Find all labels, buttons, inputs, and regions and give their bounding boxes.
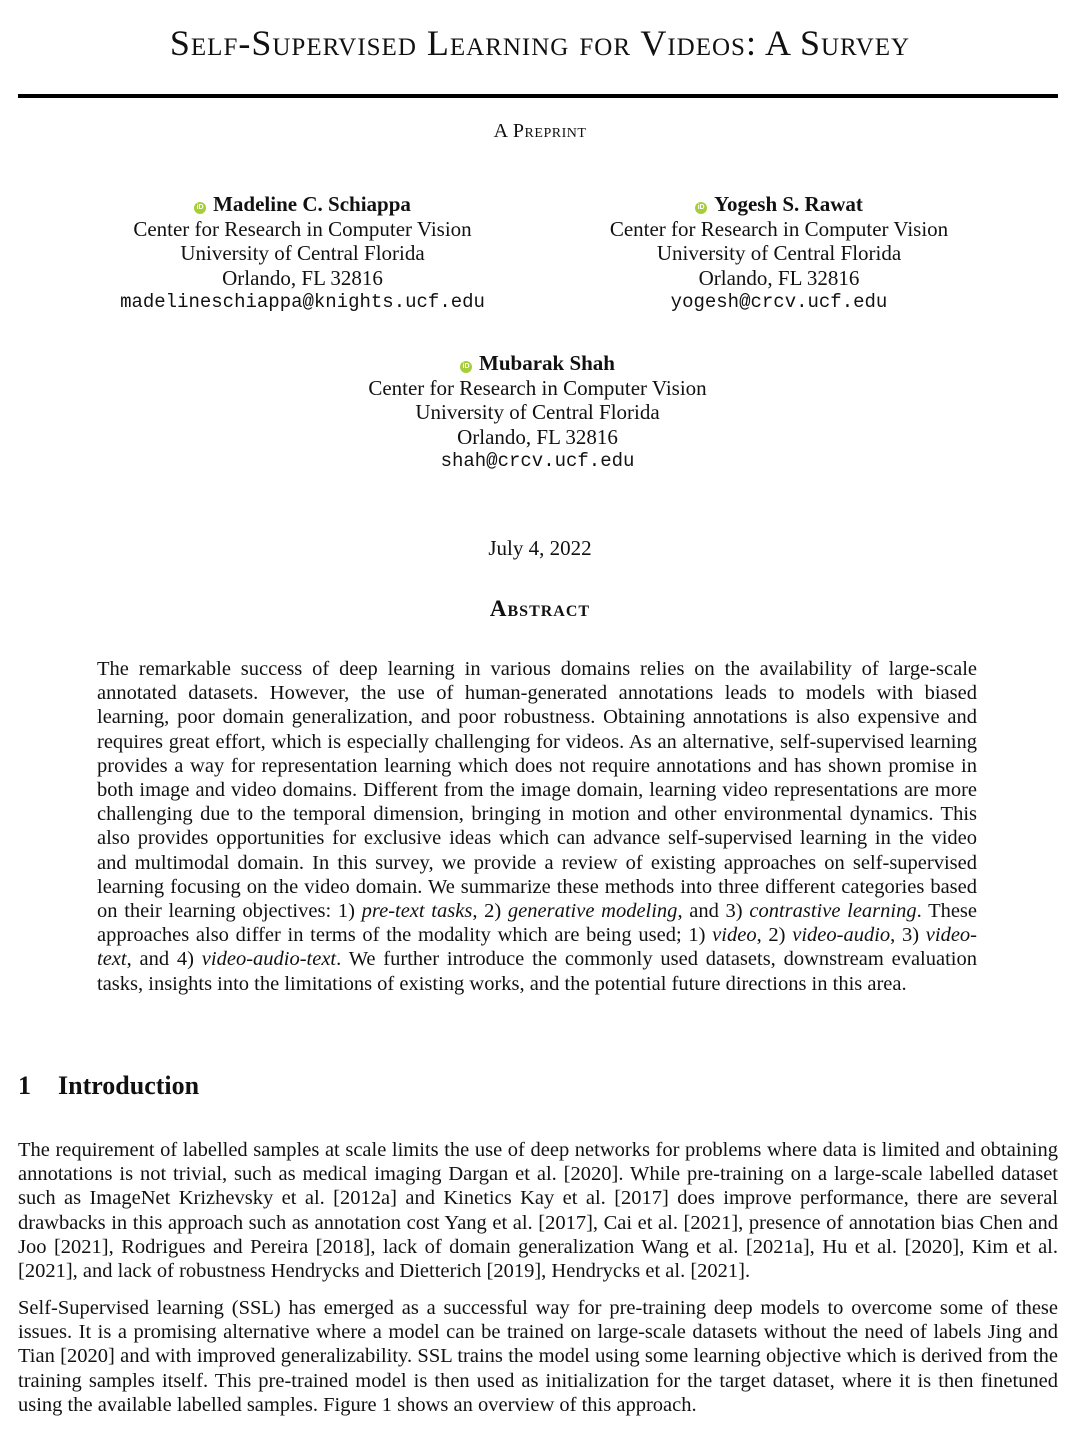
author-university: University of Central Florida xyxy=(180,241,425,265)
author-location: Orlando, FL 32816 xyxy=(698,265,860,290)
author-email[interactable]: madelineschiappa@knights.ucf.edu xyxy=(120,291,485,313)
abstract-text: The remarkable success of deep learning in various domains relies on the availability of large-scale annotated datasets. However, the use of human-generated annotations leads to models with biased learning, poor domain generalization, and poor robustness. Obtaining annotations is also expensive and requires great effort, which is especially challenging for videos. As an alternative, self-supervised learning provides a way for representation learning which does not require annotations and has shown promise in both image and video domains. Different from the image domain, learning video representations are more challenging due to the temporal dimension, bringing in motion and other environmental dynamics. This also provides opportunities for exclusive ideas which can advance self-supervised learning in the video and multimodal domain. In this survey, we provide a review of existing approaches on self-supervised learning focusing on the video domain. We summarize these methods into three different categories based on their learning objectives: 1) pre-text tasks, 2) generative modeling, and 3) contrastive learning. These approaches also differ in terms of the modality which are being used; 1) video, 2) video-audio, 3) video-text, and 4) video-audio-text. We further introduce the commonly used datasets, downstream evaluation tasks, insights into the limitations of existing works, and the potential future directions in this area. xyxy=(97,658,978,995)
author-email[interactable]: yogesh@crcv.ucf.edu xyxy=(670,291,888,313)
emphasis: pre-text tasks xyxy=(361,900,473,923)
author-block xyxy=(60,192,545,315)
author-name-line xyxy=(540,192,1018,217)
preprint-label: A Preprint xyxy=(493,120,587,142)
author-name: Yogesh S. Rawat xyxy=(714,192,863,216)
emphasis: video-audio-text xyxy=(201,948,337,971)
author-name-line xyxy=(60,192,545,217)
author-block xyxy=(540,192,1018,315)
body-paragraph: The requirement of labelled samples at scale limits the use of deep networks for problems where data is limited and obtaining annotations is not trivial, such as medical imaging Dargan et al. [2020]. While pre-training on a large-scale labelled dataset such as ImageNet Krizhevsky et al. [2012a] and Kinetics Kay et al. [2017] does improve performance, there are several drawbacks in this approach such as annotation cost Yang et al. [2017], Cai et al. [2021], presence of annotation bias Chen and Joo [2021], Rodrigues and Pereira [2018], lack of domain generalization Wang et al. [2021a], Hu et al. [2020], Kim et al. [2021], and lack of robustness Hendrycks and Dietterich [2019], Hendrycks et al. [2021]. xyxy=(18,1139,1058,1283)
author-affiliation: Center for Research in Computer Vision xyxy=(368,375,707,400)
author-location: Orlando, FL 32816 xyxy=(457,424,618,449)
section-heading xyxy=(18,1071,199,1101)
emphasis: video-audio xyxy=(792,924,891,947)
author-email[interactable]: shah@crcv.ucf.edu xyxy=(440,450,635,472)
author-location: Orlando, FL 32816 xyxy=(222,265,383,290)
emphasis: contrastive learning xyxy=(749,900,917,923)
emphasis: video-text xyxy=(97,924,978,971)
author-affiliation: Center for Research in Computer Vision xyxy=(133,216,472,241)
author-university: University of Central Florida xyxy=(415,400,660,424)
body-paragraph: Self-Supervised learning (SSL) has emerged as a successful way for pre-training deep models to overcome some of these issues. It is a promising alternative where a model can be trained on large-scale datasets without the need of labels Jing and Tian [2020] and with improved generalizability. SSL trains the model using some learning objective which is derived from the training samples itself. This pre-trained model is then used as initialization for the target dataset, where it is then finetuned using the available labelled samples. Figure 1 shows an overview of this approach. xyxy=(18,1297,1058,1416)
emphasis: video xyxy=(712,924,757,947)
section-title: Introduction xyxy=(58,1071,200,1100)
author-name: Mubarak Shah xyxy=(479,351,615,375)
publication-date: July 4, 2022 xyxy=(488,536,592,560)
emphasis: generative modeling xyxy=(507,900,678,923)
author-university: University of Central Florida xyxy=(656,241,902,265)
author-affiliation: Center for Research in Computer Vision xyxy=(609,216,949,241)
paper-title: Self-Supervised Learning for Videos: A Survey xyxy=(169,23,911,63)
section-number: 1 xyxy=(18,1071,31,1100)
orcid-icon[interactable]: iD xyxy=(460,361,472,373)
abstract-heading: Abstract xyxy=(489,596,591,621)
author-name: Madeline C. Schiappa xyxy=(213,192,411,216)
title-rule xyxy=(18,94,1058,98)
orcid-icon[interactable]: iD xyxy=(695,202,707,214)
orcid-icon[interactable]: iD xyxy=(194,202,206,214)
author-name-line xyxy=(300,351,775,376)
author-block xyxy=(300,351,775,474)
